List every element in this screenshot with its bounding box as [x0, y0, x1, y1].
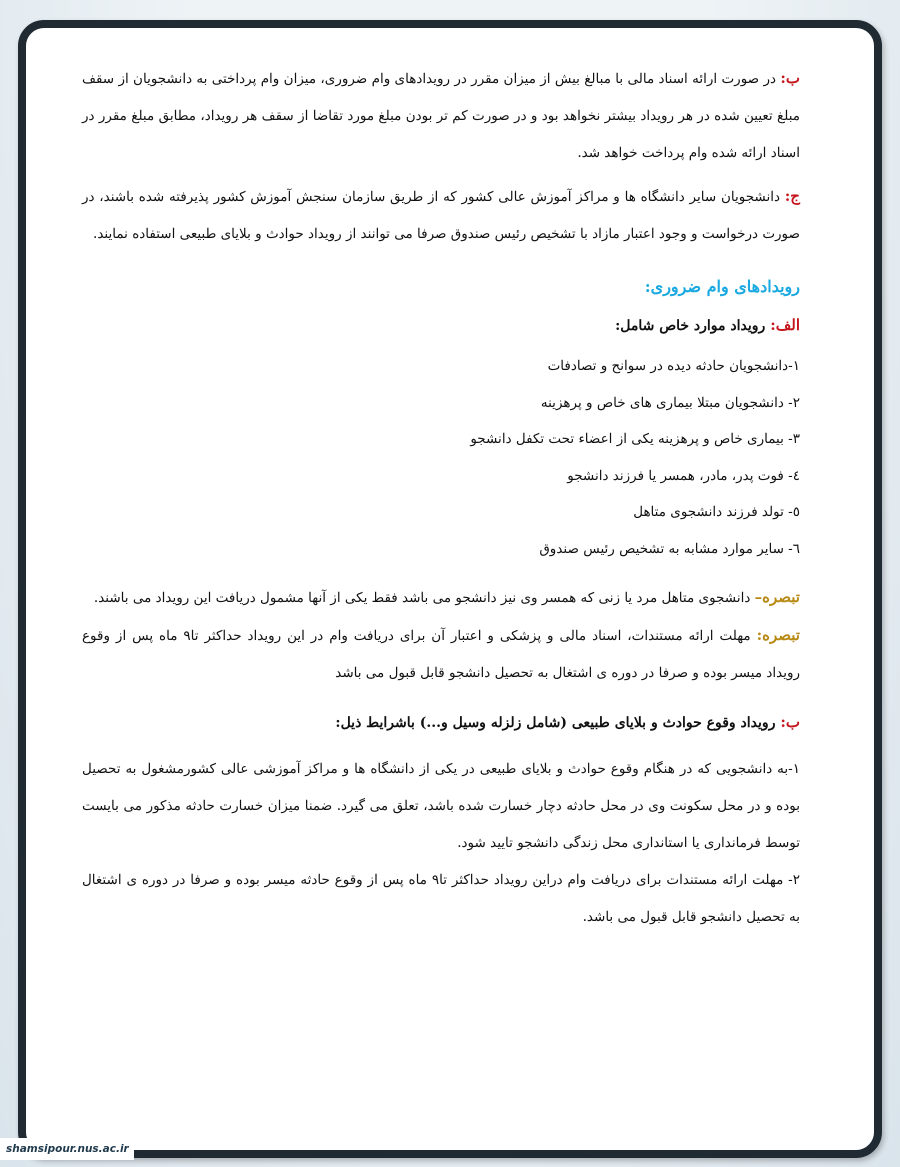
list-item: ٥- تولد فرزند دانشجوی متاهل — [633, 504, 800, 520]
subsection-title-be — [82, 704, 800, 741]
document-content — [82, 60, 800, 936]
paragraph-condition: ۱-به دانشجویی که در هنگام وقوع حوادث و بلایای طبیعی در یکی از دانشگاه ها و مراکز آموزشی عالی کشورمشغول به تحصیل بوده و در محل سکونت وی در محل حادثه دچار خسارت شده باشد، تعلق می گیرد. ضمنا میزان خسارت حادثه مذکور می بایست توسط فرمانداری یا استانداری محل زندگی دانشجو تایید شود. — [82, 761, 800, 851]
note-text: دانشجوی متاهل مرد یا زنی که همسر وی نیز دانشجو می باشد فقط یکی از آنها مشمول دریافت این رویداد می باشند. — [93, 590, 755, 606]
spacer — [82, 567, 800, 579]
list-item: ٤- فوت پدر، مادر، همسر یا فرزند دانشجو — [567, 467, 800, 484]
list-item: ٦- سایر موارد مشابه به تشخیص رئیس صندوق — [539, 540, 800, 557]
paragraph-lead: ج: — [784, 187, 800, 205]
list-item: ۳- بیماری خاص و پرهزینه یکی از اعضاء تحت تکفل دانشجو — [470, 431, 800, 447]
section-title: رویدادهای وام ضروری: — [644, 277, 800, 296]
paragraph-be — [82, 60, 800, 172]
subsection-lead: ب: — [780, 713, 800, 731]
subsection-title-alef — [82, 307, 800, 344]
subsection-text: رویداد موارد خاص شامل: — [615, 318, 771, 334]
paragraph-text: دانشجویان سایر دانشگاه ها و مراکز آموزش عالی کشور که از طریق سازمان سنجش آموزش کشور پذیرفته شده باشند، در صورت درخواست و وجود اعتبار مازاد با تشخیص رئیس صندوق صرفا می توانند از رویداد حوادث و بلایای طبیعی استفاده نمایند. — [82, 189, 800, 242]
subsection-lead: الف: — [770, 316, 800, 334]
website-watermark: shamsipour.nus.ac.ir — [0, 1138, 134, 1160]
note-paragraph — [82, 579, 800, 617]
paragraph-lead: ب: — [780, 69, 800, 87]
list-item: ۱-دانشجویان حادثه دیده در سوانح و تصادفات — [547, 358, 800, 374]
note-lead: تبصره– — [754, 588, 800, 606]
paragraph-condition: ۲- مهلت ارائه مستندات برای دریافت وام دراین رویداد حداکثر تا۹ ماه پس از وقوع حادثه میسر بوده و صرفا در دوره ی اشتغال به تحصیل دانشجو قابل قبول می باشد. — [82, 872, 800, 925]
subsection-text: رویداد وقوع حوادث و بلایای طبیعی (شامل زلزله وسیل و...) باشرایط ذیل: — [335, 715, 781, 731]
paragraph-jim — [82, 178, 800, 253]
note-paragraph — [82, 617, 800, 692]
list-item: ۲- دانشجویان مبتلا بیماری های خاص و پرهزینه — [540, 394, 800, 411]
note-lead: تبصره: — [756, 626, 800, 644]
paragraph-text: در صورت ارائه اسناد مالی با مبالغ بیش از میزان مقرر در رویدادهای وام ضروری، میزان وام پرداختی به دانشجویان از سقف مبلغ تعیین شده در هر رویداد بیشتر نخواهد بود و در صورت کم تر بودن مبلغ مورد تقاضا از سقف هر رویداد، مطابق مبلغ مقرر در اسناد ارائه شده وام پرداخت خواهد شد. — [82, 71, 800, 161]
spacer — [82, 692, 800, 704]
note-text: مهلت ارائه مستندات، اسناد مالی و پزشکی و اعتبار آن برای دریافت وام در این رویداد حداکثر تا۹ ماه پس از وقوع رویداد میسر بوده و صرفا در دوره ی اشتغال به تحصیل دانشجو قابل قبول می باشد — [82, 628, 800, 681]
